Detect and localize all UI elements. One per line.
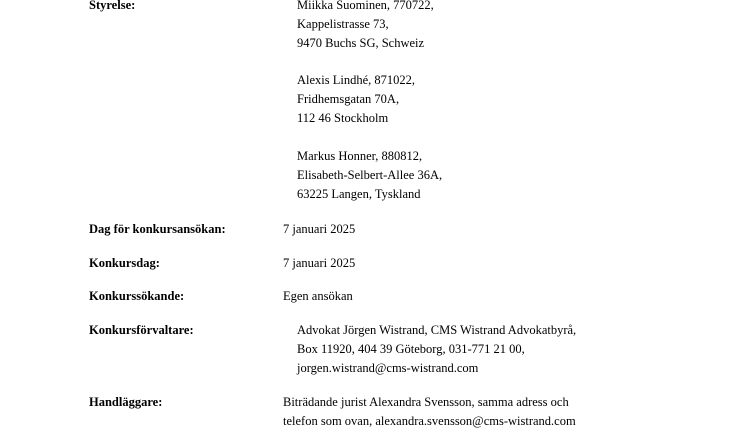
board-member-3-line-2: Elisabeth-Selbert-Allee 36A, [297,167,443,182]
administrator-line-2: Box 11920, 404 39 Göteborg, 031-771 21 00, [297,341,525,356]
handler-value [283,393,576,431]
board-member-3-line-3: 63225 Langen, Tyskland [297,186,421,201]
administrator-line-1: Advokat Jörgen Wistrand, CMS Wistrand Advokatbyrå, [297,323,577,337]
administrator-email[interactable]: jorgen.wistrand@cms-wistrand.com [297,360,479,375]
handler-line-1: Biträdande jurist Alexandra Svensson, samma adress och [283,395,569,409]
board-member-2-line-2: Fridhemsgatan 70A, [297,91,400,106]
board-member-3 [297,147,442,203]
board-member-1-line-2: Kappelistrasse 73, [297,16,389,31]
handler-label: Handläggare: [89,395,163,409]
board-member-1-line-3: 9470 Buchs SG, Schweiz [297,35,425,50]
applicant-value: Egen ansökan [283,289,353,303]
application-date-label: Dag för konkursansökan: [89,222,226,236]
bankruptcy-date-value: 7 januari 2025 [283,256,356,270]
board-label: Styrelse: [89,0,136,12]
bankruptcy-date-label: Konkursdag: [89,256,160,270]
administrator-label: Konkursförvaltare: [89,323,194,337]
applicant-label: Konkurssökande: [89,289,185,303]
board-member-2-line-3: 112 46 Stockholm [297,110,389,125]
board-member-1-line-1: Miikka Suominen, 770722, [297,0,434,12]
application-date-value: 7 januari 2025 [283,222,356,236]
board-member-2 [297,71,415,127]
board-member-2-line-1: Alexis Lindhé, 871022, [297,73,416,87]
administrator-value [297,321,576,377]
handler-line-2: telefon som ovan, alexandra.svensson@cms-wistrand.com [283,413,576,428]
board-member-1 [297,0,434,52]
board-member-3-line-1: Markus Honner, 880812, [297,149,423,163]
